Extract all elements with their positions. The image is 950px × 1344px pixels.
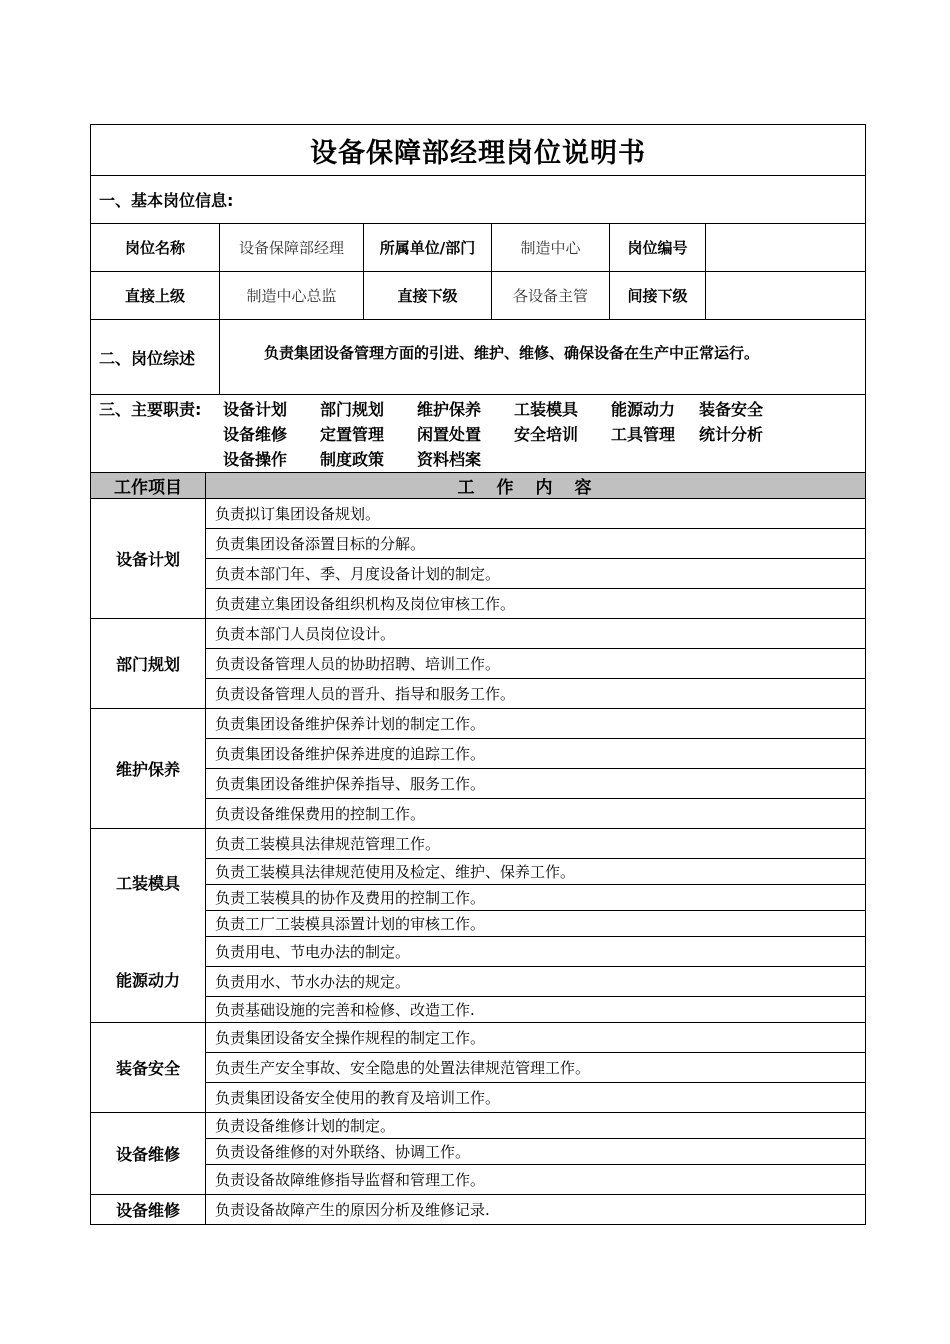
table-row — [91, 679, 866, 709]
work-item-category: 部门规划 — [91, 619, 206, 709]
work-item-category: 维护保养 — [91, 709, 206, 829]
work-content-item: 负责集团设备维护保养进度的追踪工作。 — [206, 739, 866, 769]
value-direct-subordinate: 各设备主管 — [492, 272, 610, 320]
duty-tag: 能源动力 — [611, 400, 676, 419]
table-row — [91, 1165, 866, 1195]
table-row — [91, 529, 866, 559]
duty-tag: 装备安全 — [699, 400, 764, 419]
duty-tag-row — [223, 447, 796, 472]
work-content-item: 负责集团设备维护保养指导、服务工作。 — [206, 769, 866, 799]
work-content-item: 负责本部门年、季、月度设备计划的制定。 — [206, 559, 866, 589]
table-row — [91, 1195, 866, 1225]
duty-tag-grid — [223, 397, 796, 472]
value-department: 制造中心 — [492, 224, 610, 272]
label-direct-superior: 直接上级 — [91, 272, 220, 320]
work-content-item: 负责设备管理人员的协助招聘、培训工作。 — [206, 649, 866, 679]
duty-tag-row — [223, 397, 796, 422]
value-position-code — [706, 224, 866, 272]
table-row — [91, 769, 866, 799]
work-content-item: 负责工厂工装模具添置计划的审核工作。 — [206, 911, 866, 937]
work-content-item: 负责集团设备添置目标的分解。 — [206, 529, 866, 559]
work-content-item: 负责工装模具法律规范管理工作。 — [206, 829, 866, 859]
label-position-code: 岗位编号 — [610, 224, 706, 272]
work-content-item: 负责用电、节电办法的制定。 — [206, 937, 866, 967]
work-content-item: 负责设备故障产生的原因分析及维修记录. — [206, 1195, 866, 1225]
table-row — [91, 1083, 866, 1113]
table-row — [91, 499, 866, 529]
work-item-category: 工装模具 — [115, 874, 180, 893]
work-item-category: 设备维修 — [91, 1195, 206, 1225]
section-duties-heading: 三、主要职责: — [99, 400, 202, 419]
table-row — [91, 589, 866, 619]
header-work-item: 工作项目 — [91, 473, 206, 499]
work-content-item: 负责工装模具的协作及费用的控制工作。 — [206, 885, 866, 911]
work-content-item: 负责设备故障维修指导监督和管理工作。 — [206, 1165, 866, 1195]
work-item-category: 装备安全 — [91, 1023, 206, 1113]
work-content-item: 负责集团设备安全使用的教育及培训工作。 — [206, 1083, 866, 1113]
table-row — [91, 709, 866, 739]
main-duties-block — [91, 395, 866, 473]
work-item-category: 设备计划 — [91, 499, 206, 619]
table-row — [91, 967, 866, 997]
section-basic-info-heading: 一、基本岗位信息: — [91, 176, 866, 224]
section-summary-heading: 二、岗位综述 — [91, 320, 220, 395]
work-item-category-merged — [91, 829, 206, 1023]
duty-tag: 维护保养 — [417, 400, 482, 419]
duty-tag: 设备操作 — [223, 450, 288, 469]
duty-tag: 设备维修 — [223, 425, 288, 444]
job-description-table — [90, 124, 866, 1225]
document-title: 设备保障部经理岗位说明书 — [91, 125, 866, 176]
label-indirect-subordinate: 间接下级 — [610, 272, 706, 320]
table-row — [91, 997, 866, 1023]
work-item-category: 能源动力 — [115, 971, 180, 990]
work-content-item: 负责本部门人员岗位设计。 — [206, 619, 866, 649]
value-direct-superior: 制造中心总监 — [220, 272, 364, 320]
table-row — [91, 829, 866, 859]
table-row — [91, 559, 866, 589]
work-content-item: 负责集团设备安全操作规程的制定工作。 — [206, 1023, 866, 1053]
work-content-item: 负责建立集团设备组织机构及岗位审核工作。 — [206, 589, 866, 619]
work-content-item: 负责基础设施的完善和检修、改造工作. — [206, 997, 866, 1023]
duty-tag: 资料档案 — [417, 450, 482, 469]
work-content-item: 负责工装模具法律规范使用及检定、维护、保养工作。 — [206, 859, 866, 885]
table-row — [91, 859, 866, 885]
duty-tag: 闲置处置 — [417, 425, 482, 444]
table-row — [91, 619, 866, 649]
summary-text: 负责集团设备管理方面的引进、维护、维修、确保设备在生产中正常运行。 — [220, 320, 866, 395]
duty-tag: 制度政策 — [320, 450, 385, 469]
table-row — [91, 1113, 866, 1139]
table-row — [91, 937, 866, 967]
work-content-item: 负责用水、节水办法的规定。 — [206, 967, 866, 997]
work-content-item: 负责集团设备维护保养计划的制定工作。 — [206, 709, 866, 739]
work-content-item: 负责拟订集团设备规划。 — [206, 499, 866, 529]
table-row — [91, 649, 866, 679]
work-content-item: 负责生产安全事故、安全隐患的处置法律规范管理工作。 — [206, 1053, 866, 1083]
table-row — [91, 1023, 866, 1053]
duty-tag: 工装模具 — [514, 400, 579, 419]
table-row — [91, 885, 866, 911]
label-position-name: 岗位名称 — [91, 224, 220, 272]
duty-tag: 设备计划 — [223, 400, 288, 419]
work-content-item: 负责设备维修的对外联络、协调工作。 — [206, 1139, 866, 1165]
job-description-document — [90, 124, 865, 1225]
work-content-item: 负责设备管理人员的晋升、指导和服务工作。 — [206, 679, 866, 709]
table-row — [91, 911, 866, 937]
table-row — [91, 1053, 866, 1083]
table-row — [91, 739, 866, 769]
value-position-name: 设备保障部经理 — [220, 224, 364, 272]
duty-tag: 定置管理 — [320, 425, 385, 444]
table-row — [91, 1139, 866, 1165]
header-work-content: 工作内容 — [206, 473, 866, 499]
label-department: 所属单位/部门 — [364, 224, 492, 272]
table-row — [91, 799, 866, 829]
duty-tag: 部门规划 — [320, 400, 385, 419]
duty-tag: 统计分析 — [699, 425, 764, 444]
value-indirect-subordinate — [706, 272, 866, 320]
duty-tag-row — [223, 422, 796, 447]
duty-tag: 工具管理 — [611, 425, 676, 444]
work-table-header — [91, 473, 866, 499]
work-content-item: 负责设备维修计划的制定。 — [206, 1113, 866, 1139]
duty-tag: 安全培训 — [514, 425, 579, 444]
work-content-item: 负责设备维保费用的控制工作。 — [206, 799, 866, 829]
label-direct-subordinate: 直接下级 — [364, 272, 492, 320]
work-item-category: 设备维修 — [91, 1113, 206, 1195]
